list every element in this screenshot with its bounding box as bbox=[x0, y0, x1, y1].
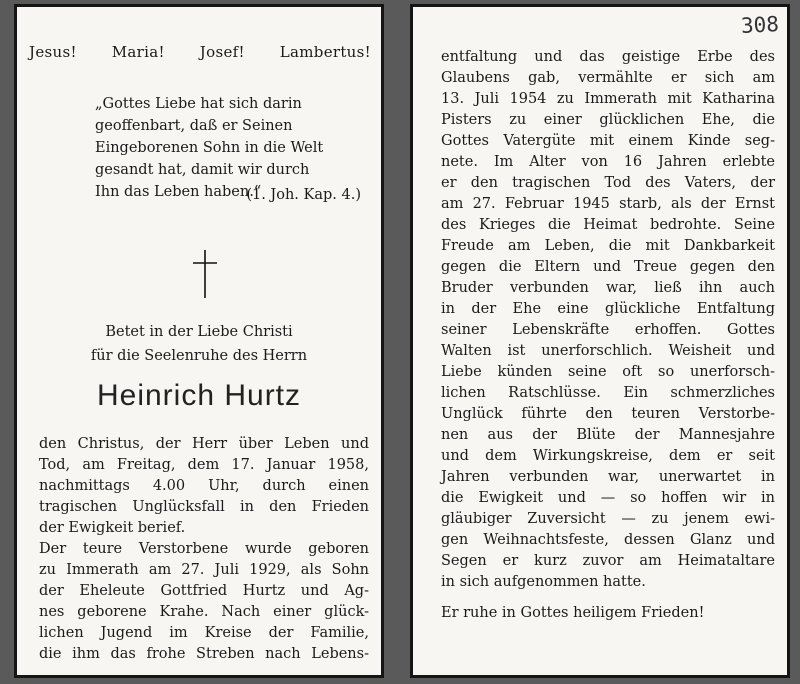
text-line: nete. Im Alter von 16 Jahren erlebte bbox=[441, 154, 775, 170]
text-line: gläubiger Zuversicht — zu jenem ewi- bbox=[441, 511, 775, 527]
text-line: Glaubens gab, vermählte er sich am bbox=[441, 70, 775, 86]
prayer-text bbox=[17, 320, 381, 368]
obituary-text-right bbox=[441, 47, 775, 624]
text-line: nachmittags 4.00 Uhr, durch einen bbox=[39, 478, 369, 494]
invocation-jesus: Jesus! bbox=[29, 43, 77, 61]
text-line: des Krieges die Heimat bedrohte. Seine bbox=[441, 217, 775, 233]
text-line: nen aus der Blüte der Mannesjahre bbox=[441, 427, 775, 443]
left-card-page bbox=[14, 4, 384, 678]
text-line: Bruder verbunden war, ließ ihn auch bbox=[441, 280, 775, 296]
text-line: am 27. Februar 1945 starb, als der Ernst bbox=[441, 196, 775, 212]
text-line: Pisters zu einer glücklichen Ehe, die bbox=[441, 112, 775, 128]
text-line: Walten ist unerforschlich. Weisheit und bbox=[441, 343, 775, 359]
text-line: nes geborene Krahe. Nach einer glück- bbox=[39, 604, 369, 620]
text-line: gen Weihnachtsfeste, dessen Glanz und bbox=[441, 532, 775, 548]
prayer-line: Betet in der Liebe Christi bbox=[105, 324, 293, 340]
text-line: zu Immerath am 27. Juli 1929, als Sohn bbox=[39, 562, 369, 578]
text-line: in sich aufgenommen hatte. bbox=[441, 574, 646, 590]
text-line: tragischen Unglücksfall in den Frieden bbox=[39, 499, 369, 515]
text-line: Tod, am Freitag, dem 17. Januar 1958, bbox=[39, 457, 369, 473]
text-line: der Ewigkeit berief. bbox=[39, 520, 186, 536]
invocation-line bbox=[29, 43, 371, 61]
invocation-maria: Maria! bbox=[111, 43, 165, 61]
text-line: Liebe künden seine oft so unerforsch- bbox=[441, 364, 775, 380]
text-line: der Eheleute Gottfried Hurtz und Ag- bbox=[39, 583, 369, 599]
text-line: Der teure Verstorbene wurde geboren bbox=[39, 541, 369, 557]
text-line: er den tragischen Tod des Vaters, der bbox=[441, 175, 775, 191]
verse-line: Eingeborenen Sohn in die Welt bbox=[95, 140, 324, 156]
text-line: lichen Jugend im Kreise der Familie, bbox=[39, 625, 369, 641]
archive-number: 308 bbox=[740, 12, 780, 38]
text-line: in der Ehe eine glückliche Entfaltung bbox=[441, 301, 775, 317]
closing-blessing: Er ruhe in Gottes heiligem Frieden! bbox=[441, 605, 705, 621]
cross-icon bbox=[190, 250, 220, 298]
text-line: den Christus, der Herr über Leben und bbox=[39, 436, 369, 452]
text-line: lichen Ratschlüsse. Ein schmerzliches bbox=[441, 385, 775, 401]
text-line: Jahren verbunden war, unerwartet in bbox=[441, 469, 775, 485]
text-line: Freude am Leben, die mit Dankbarkeit bbox=[441, 238, 775, 254]
invocation-lambertus: Lambertus! bbox=[279, 43, 371, 61]
text-line: Unglück führte den teuren Verstorbe- bbox=[441, 406, 775, 422]
verse-line: geoffenbart, daß er Seinen bbox=[95, 118, 293, 134]
text-line: seiner Lebenskräfte erhoffen. Gottes bbox=[441, 322, 775, 338]
verse-line: Ihn das Leben haben.“ bbox=[95, 184, 262, 200]
text-line: Segen er kurz zuvor am Heimataltare bbox=[441, 553, 775, 569]
text-line: die ihm das frohe Streben nach Lebens- bbox=[39, 646, 369, 662]
text-line: gegen die Eltern und Treue gegen den bbox=[441, 259, 775, 275]
right-card-page bbox=[410, 4, 790, 678]
text-line: 13. Juli 1954 zu Immerath mit Katharina bbox=[441, 91, 775, 107]
verse-line: „Gottes Liebe hat sich darin bbox=[95, 96, 302, 112]
verse-citation: (1. Joh. Kap. 4.) bbox=[246, 187, 361, 203]
prayer-line: für die Seelenruhe des Herrn bbox=[90, 348, 308, 364]
text-line: die Ewigkeit und — so hoffen wir in bbox=[441, 490, 775, 506]
obituary-text-left bbox=[39, 434, 369, 665]
deceased-name: Heinrich Hurtz bbox=[96, 379, 302, 412]
text-line: Gottes Vatergüte mit einem Kinde seg- bbox=[441, 133, 775, 149]
text-line: entfaltung und das geistige Erbe des bbox=[441, 49, 775, 65]
verse-line: gesandt hat, damit wir durch bbox=[95, 162, 310, 178]
invocation-josef: Josef! bbox=[199, 43, 245, 61]
text-line: und dem Wirkungskreise, dem er seit bbox=[441, 448, 775, 464]
